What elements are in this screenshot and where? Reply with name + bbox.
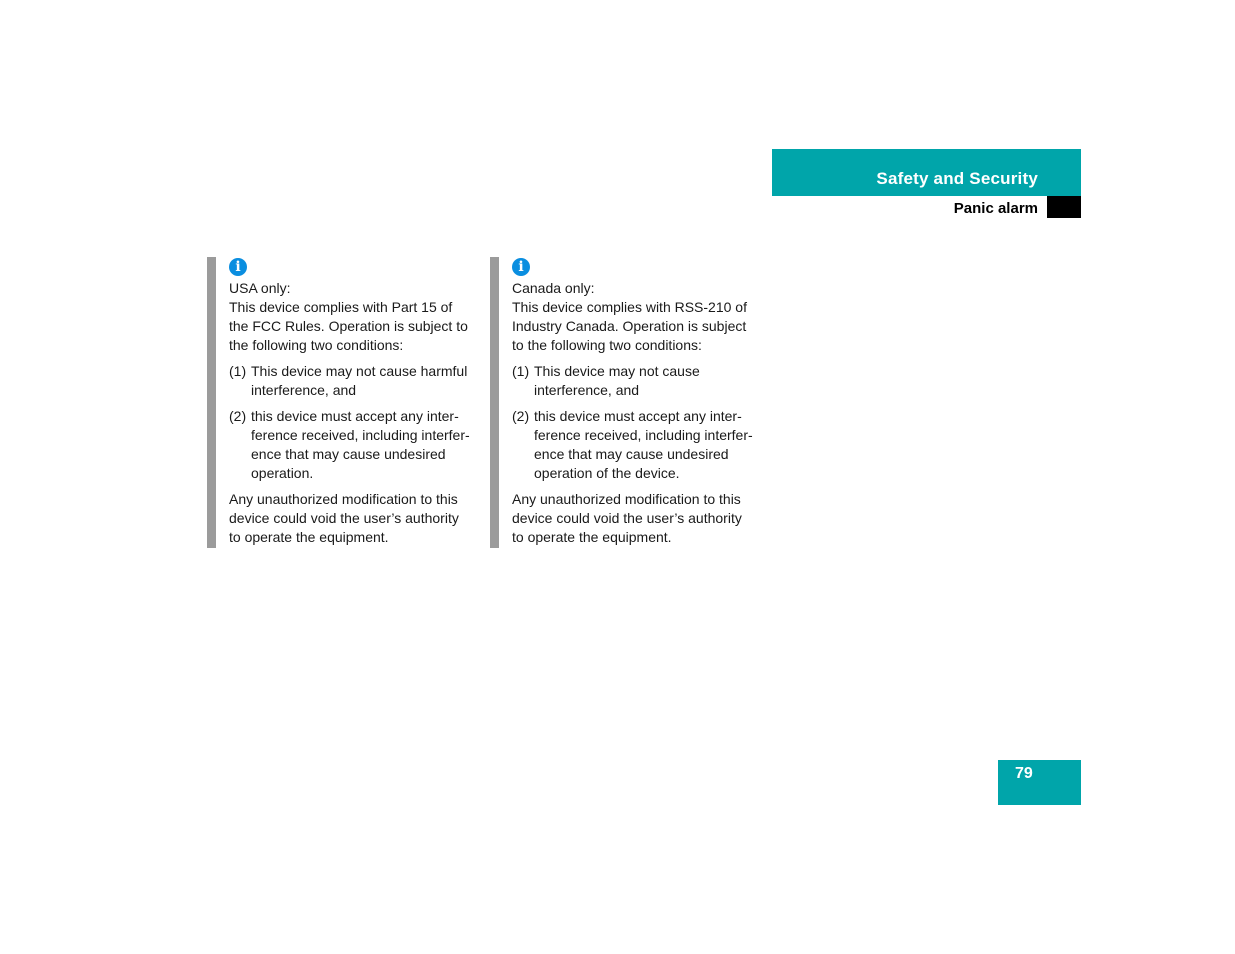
condition-text-line: interference, and bbox=[251, 382, 357, 398]
note-text-line: This device complies with RSS-210 of bbox=[512, 299, 747, 315]
condition-item bbox=[512, 407, 762, 483]
note-text-line: the FCC Rules. Operation is subject to bbox=[229, 318, 468, 334]
condition-text-line: ference received, including interfer- bbox=[534, 427, 753, 443]
condition-number: (2) bbox=[229, 408, 247, 424]
note-closing bbox=[229, 490, 479, 547]
note-text-line: Any unauthorized modification to this bbox=[229, 491, 458, 507]
info-icon: i bbox=[229, 258, 247, 276]
note-closing bbox=[512, 490, 762, 547]
condition-text-line: operation of the device. bbox=[534, 465, 680, 481]
subsection-title: Panic alarm bbox=[953, 200, 1038, 217]
note-text-line: device could void the user’s authority bbox=[229, 510, 459, 526]
condition-text-line: this device must accept any inter- bbox=[534, 408, 742, 424]
note-text-line: Industry Canada. Operation is subject bbox=[512, 318, 747, 334]
note-text-line: This device complies with Part 15 of bbox=[229, 299, 453, 315]
note-sidebar-bar bbox=[207, 257, 216, 548]
note-sidebar-bar bbox=[490, 257, 499, 548]
condition-number: (1) bbox=[512, 363, 530, 379]
condition-text-line: ference received, including interfer- bbox=[251, 427, 470, 443]
note-text-line: Any unauthorized modification to this bbox=[512, 491, 741, 507]
section-tab-marker bbox=[1047, 196, 1081, 218]
note-heading: Canada only: bbox=[512, 280, 595, 296]
note-heading: USA only: bbox=[229, 280, 291, 296]
section-title: Safety and Security bbox=[876, 169, 1038, 188]
note-text-line: to the following two conditions: bbox=[512, 337, 702, 353]
condition-text-line: This device may not cause bbox=[534, 363, 700, 379]
condition-text-line: This device may not cause harmful bbox=[251, 363, 468, 379]
condition-text-line: interference, and bbox=[534, 382, 640, 398]
note-body bbox=[512, 257, 762, 547]
note-text-line: the following two conditions: bbox=[229, 337, 404, 353]
condition-text-line: this device must accept any inter- bbox=[251, 408, 459, 424]
info-icon: i bbox=[512, 258, 530, 276]
condition-text-line: ence that may cause undesired bbox=[534, 446, 729, 462]
note-body bbox=[229, 257, 479, 547]
condition-text-line: ence that may cause undesired bbox=[251, 446, 446, 462]
page-number-box bbox=[998, 760, 1081, 805]
condition-text-line: operation. bbox=[251, 465, 314, 481]
page-number: 79 bbox=[1015, 765, 1033, 782]
condition-number: (2) bbox=[512, 408, 530, 424]
condition-number: (1) bbox=[229, 363, 247, 379]
condition-item bbox=[229, 407, 479, 483]
note-text-line: to operate the equipment. bbox=[229, 529, 389, 545]
section-header-bar bbox=[772, 149, 1081, 196]
note-text-line: to operate the equipment. bbox=[512, 529, 672, 545]
note-text-line: device could void the user’s authority bbox=[512, 510, 742, 526]
note-intro bbox=[229, 298, 479, 355]
condition-item bbox=[512, 362, 762, 400]
condition-item bbox=[229, 362, 479, 400]
note-intro bbox=[512, 298, 762, 355]
